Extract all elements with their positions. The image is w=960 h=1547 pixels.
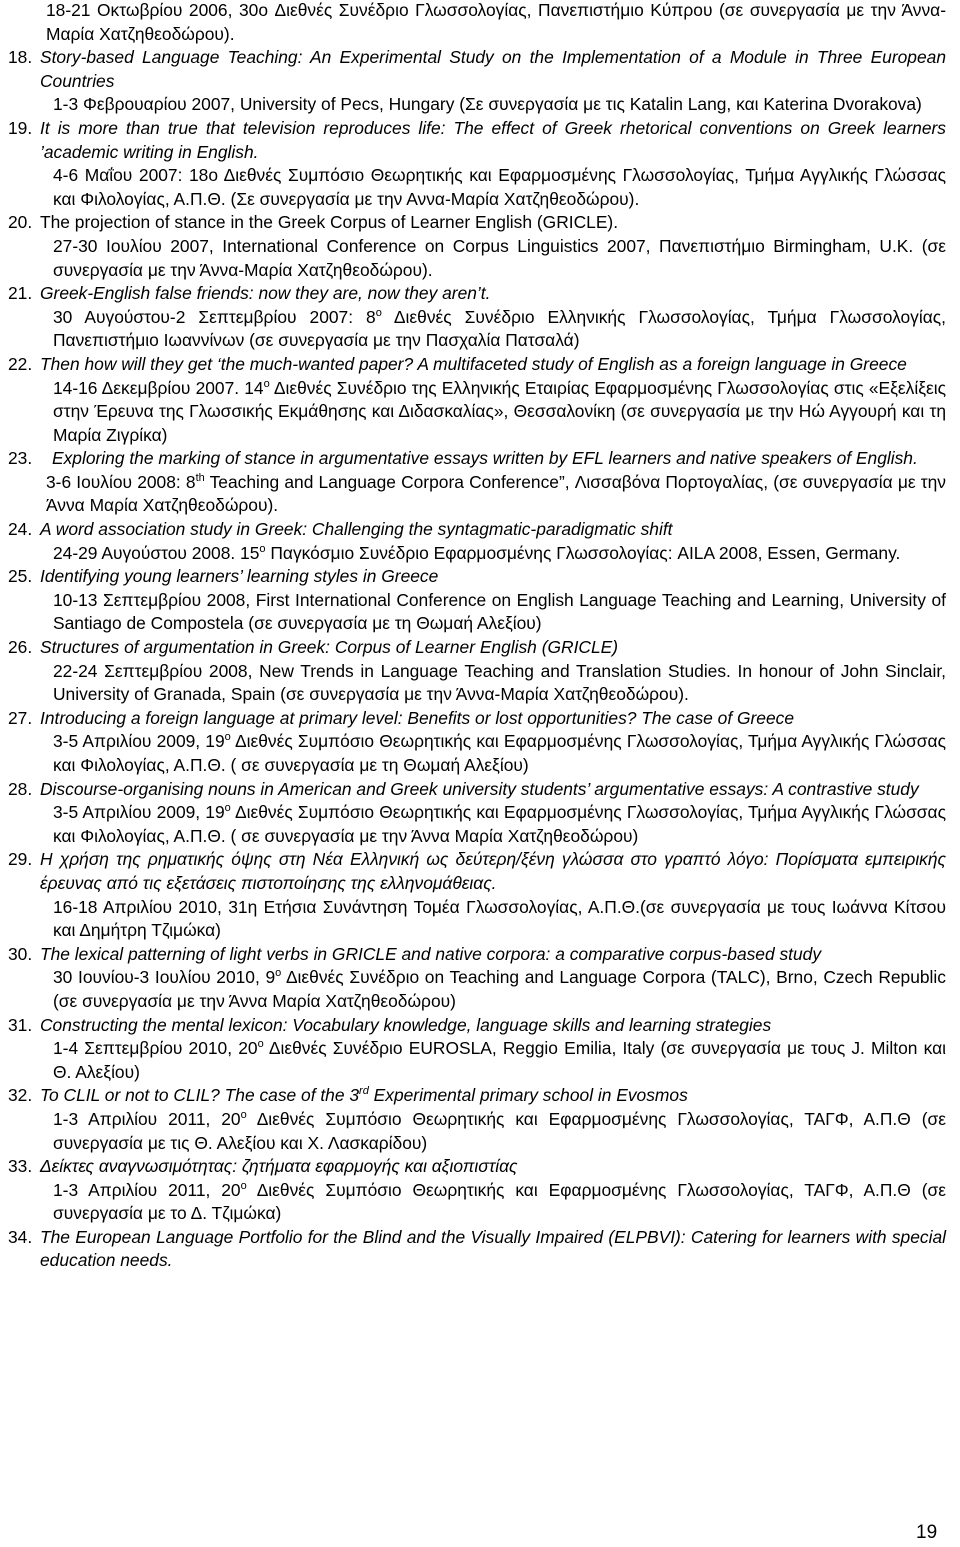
- entry-title: A word association study in Greek: Challenging the syntagmatic-paradigmatic shift: [40, 519, 673, 540]
- entry-detail: 24-29 Αυγούστου 2008. $15^o$ Παγκόσμιο Συνέδριο Εφαρμοσμένης Γλωσσολογίας: AILA 2008, Essen, Germany.: [53, 542, 901, 563]
- list-item: [0, 707, 960, 778]
- entry-number: 31.: [8, 1014, 33, 1035]
- entry-number: 33.: [8, 1156, 33, 1177]
- entry-number: 32.: [8, 1085, 33, 1106]
- entry-detail: 30 Αυγούστου-2 Σεπτεμβρίου 2007: $8^o$ Διεθνές Συνέδριο Ελληνικής Γλωσσολογίας, Τμήμα Γλωσσολογίας, Πανεπιστήμιο Ιωαννίνων (σε συνεργασία με την Πασχαλία Πατσαλά): [53, 306, 946, 351]
- entry-number: 30.: [8, 943, 33, 964]
- entry-number: 25.: [8, 566, 33, 587]
- entry-title: Introducing a foreign language at primary level: Benefits or lost opportunities? The case of Greece: [40, 707, 795, 728]
- entry-detail: 1-4 Σεπτεμβρίου 2010, $20^o$ Διεθνές Συνέδριο EUROSLA, Reggio Emilia, Italy (σε συνεργασία με τους J. Milton και Θ. Αλεξίου): [53, 1038, 946, 1082]
- entry-detail: 10-13 Σεπτεμβρίου 2008, First International Conference on English Language Teaching and Learning, University of Santiago de Compostela (σε συνεργασία με τη Θωμαή Αλεξίου): [53, 589, 946, 634]
- entry-number: 21.: [8, 283, 33, 304]
- entry-title: To CLIL or not to CLIL? The case of the 3rd Experimental primary school in Evosmos: [40, 1085, 688, 1106]
- entry-number: 18.: [8, 47, 33, 68]
- entry-title: It is more than true that television reproduces life: The effect of Greek rhetorical conventions on Greek learners ’academic writing in English.: [40, 117, 946, 162]
- entry-detail: 1-3 Απριλίου 2011, $20^o$ Διεθνές Συμπόσιο Θεωρητικής και Εφαρμοσμένης Γλωσσολογίας, ΤΑΓΦ, Α.Π.Θ (σε συνεργασία με το Δ. Τζιμώκα): [53, 1179, 946, 1224]
- entry-number: 24.: [8, 519, 33, 540]
- entry-detail: 18-21 Οκτωβρίου 2006, 30o Διεθνές Συνέδριο Γλωσσολογίας, Πανεπιστήμιο Κύπρου (σε συνεργασία με την Άννα-Μαρία Χατζηθεοδώρου).: [46, 0, 946, 44]
- entry-title: Greek-English false friends: now they are, now they aren’t.: [40, 283, 491, 304]
- entry-detail: 3-6 Ιουλίου 2008: 8th Teaching and Language Corpora Conference”, Λισσαβόνα Πορτογαλίας, (σε συνεργασία με την Άννα Μαρία Χατζηθεοδώρου).: [46, 471, 946, 516]
- list-item: [0, 778, 960, 849]
- entry-detail: 3-5 Απριλίου 2009, $19^o$ Διεθνές Συμπόσιο Θεωρητικής και Εφαρμοσμένης Γλωσσολογίας, Τμήμα Αγγλικής Γλώσσας και Φιλολογίας, Α.Π.Θ. ( σε συνεργασία με την Άννα Μαρία Χατζηθεοδώρου): [53, 802, 946, 846]
- entry-title: The lexical patterning of light verbs in GRICLE and native corpora: a comparative corpus-based study: [40, 943, 822, 964]
- entry-detail: 1-3 Φεβρουαρίου 2007, University of Pecs, Hungary (Σε συνεργασία με τις Katalin Lang, και Katerina Dvorakova): [53, 94, 922, 115]
- list-item: [0, 0, 960, 46]
- entry-number: 34.: [8, 1226, 33, 1247]
- list-item: [0, 848, 960, 942]
- entry-title: Then how will they get ‘the much-wanted paper? A multifaceted study of English as a foreign language in Greece: [40, 353, 907, 374]
- entry-number: 22.: [8, 353, 33, 374]
- entry-number: 23.: [8, 448, 33, 469]
- entry-detail: 3-5 Απριλίου 2009, $19^o$ Διεθνές Συμπόσιο Θεωρητικής και Εφαρμοσμένης Γλωσσολογίας, Τμήμα Αγγλικής Γλώσσας και Φιλολογίας, Α.Π.Θ. ( σε συνεργασία με τη Θωμαή Αλεξίου): [53, 731, 946, 775]
- list-item: [0, 1084, 960, 1155]
- entry-title: The European Language Portfolio for the Blind and the Visually Impaired (ELPBVI): Catering for learners with special education needs.: [40, 1226, 946, 1271]
- list-item: [0, 282, 960, 353]
- list-item: [0, 46, 960, 117]
- entry-detail: 30 Ιουνίου-3 Ιουλίου 2010, $9^o$ Διεθνές Συνέδριο on Teaching and Language Corpora (TALC), Brno, Czech Republic (σε συνεργασία με την Άννα Μαρία Χατζηθεοδώρου): [53, 967, 946, 1011]
- list-item: [0, 211, 960, 282]
- entry-title: Identifying young learners’ learning styles in Greece: [40, 566, 439, 587]
- entry-title: Story-based Language Teaching: An Experimental Study on the Implementation of a Module in Three European Countries: [40, 47, 946, 91]
- entry-title: The projection of stance in the Greek Corpus of Learner English (GRICLE).: [40, 212, 619, 233]
- entry-number: 26.: [8, 637, 33, 658]
- entry-number: 27.: [8, 707, 33, 728]
- entry-detail: 14-16 Δεκεμβρίου 2007. $14^o$ Διεθνές Συνέδριο της Ελληνικής Εταιρίας Εφαρμοσμένης Γλωσσολογίας στις «Εξελίξεις στην Έρευνα της Γλωσσικής Εκμάθησης και Διδασκαλίας», Θεσσαλονίκη (σε συνεργασία με την Ηώ Αγγουρή και τη Μαρία Ζιγρίκα): [53, 377, 946, 445]
- entry-title: Exploring the marking of stance in argumentative essays written by EFL learners and native speakers of English.: [52, 448, 918, 469]
- page-number: 19: [916, 1522, 938, 1543]
- list-item: [0, 117, 960, 211]
- list-item: [0, 1226, 960, 1273]
- entry-number: 28.: [8, 778, 33, 799]
- entry-detail: 4-6 Μαΐου 2007: 18ο Διεθνές Συμπόσιο Θεωρητικής και Εφαρμοσμένης Γλωσσολογίας, Τμήμα Αγγλικής Γλώσσας και Φιλολογίας, Α.Π.Θ. (Σε συνεργασία με την Αννα-Μαρία Χατζηθεοδώρου).: [53, 165, 946, 209]
- entry-number: 29.: [8, 849, 33, 870]
- entry-title: Constructing the mental lexicon: Vocabulary knowledge, language skills and learning strategies: [40, 1014, 772, 1035]
- entry-detail: 1-3 Απριλίου 2011, $20^o$ Διεθνές Συμπόσιο Θεωρητικής και Εφαρμοσμένης Γλωσσολογίας, ΤΑΓΦ, Α.Π.Θ (σε συνεργασία με τις Θ. Αλεξίου και Χ. Λασκαρίδου): [53, 1108, 946, 1153]
- list-item: [0, 636, 960, 707]
- entry-detail: 22-24 Σεπτεμβρίου 2008, New Trends in Language Teaching and Translation Studies. In honour of John Sinclair, University of Granada, Spain (σε συνεργασία με την Άννα-Μαρία Χατζηθεοδώρου).: [53, 660, 946, 705]
- entry-title: Discourse-organising nouns in American and Greek university students’ argumentative essays: A contrastive study: [40, 778, 919, 799]
- entry-detail: 16-18 Απριλίου 2010, 31η Ετήσια Συνάντηση Τομέα Γλωσσολογίας, Α.Π.Θ.(σε συνεργασία με τους Ιωάννα Κίτσου και Δημήτρη Τζιμώκα): [53, 896, 946, 941]
- list-item: [0, 518, 960, 565]
- entry-number: 20.: [8, 212, 33, 233]
- list-item: [0, 565, 960, 636]
- entry-title: Structures of argumentation in Greek: Corpus of Learner English (GRICLE): [40, 637, 619, 658]
- entry-title: Δείκτες αναγνωσιμότητας: ζητήματα εφαρμογής και αξιοπιστίας: [40, 1156, 518, 1177]
- entry-number: 19.: [8, 117, 33, 138]
- list-item: [0, 1014, 960, 1085]
- list-item: [0, 1155, 960, 1226]
- list-item: [0, 943, 960, 1014]
- list-item: [0, 447, 960, 518]
- entry-detail: 27-30 Ιουλίου 2007, International Conference on Corpus Linguistics 2007, Πανεπιστήμιο Birmingham, U.K. (σε συνεργασία με την Άννα-Μαρία Χατζηθεοδώρου).: [53, 235, 946, 280]
- entry-title: Η χρήση της ρηματικής όψης στη Νέα Ελληνική ως δεύτερη/ξένη γλώσσα στο γραπτό λόγο: Πορίσματα εμπειρικής έρευνας από τις εξετάσεις πιστοποίησης της ελληνομάθειας.: [40, 849, 946, 893]
- list-item: [0, 353, 960, 447]
